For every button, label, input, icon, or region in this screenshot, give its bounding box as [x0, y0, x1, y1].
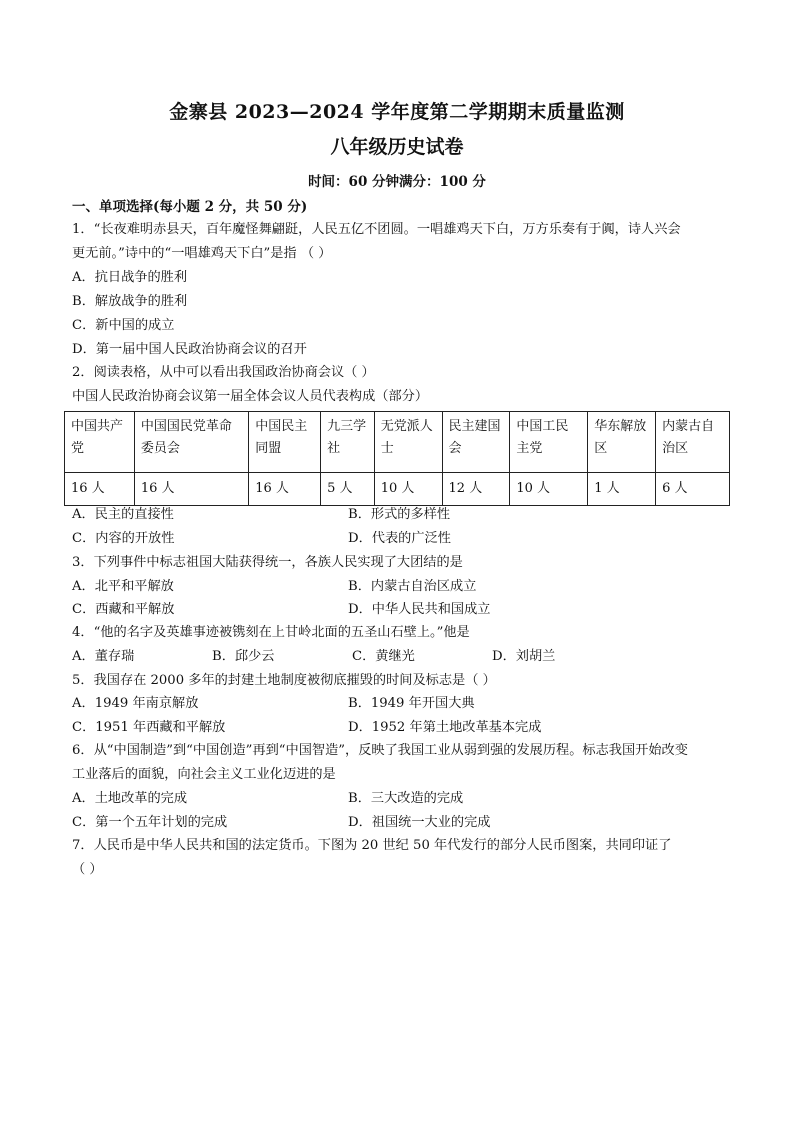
- table-header-cell: 中国工民主党: [510, 412, 588, 473]
- question-4-option-c: C．黄继光: [352, 649, 415, 664]
- table-header-cell: 内蒙古自治区: [656, 412, 730, 473]
- question-2-line-1: 2．阅读表格，从中可以看出我国政治协商会议（ ）: [72, 365, 375, 380]
- exam-subtitle: 八年级历史试卷: [330, 136, 464, 158]
- table-header-cell: 九三学社: [321, 412, 375, 473]
- question-3-line-1: 3．下列事件中标志祖国大陆获得统一，各族人民实现了大团结的是: [72, 555, 463, 570]
- question-7-line-1: 7．人民币是中华人民共和国的法定货币。下图为 20 世纪 50 年代发行的部分人民币图案，共同印证了: [72, 838, 672, 853]
- table-cell: 1 人: [588, 473, 656, 506]
- table-cell: 6 人: [656, 473, 730, 506]
- table-cell: 16 人: [65, 473, 135, 506]
- table-header-cell: 中国民主同盟: [249, 412, 321, 473]
- question-6-line-1: 6．从“中国制造”到“中国创造”再到“中国智造”，反映了我国工业从弱到强的发展历程。标志我国开始改变: [72, 743, 688, 758]
- question-4-line-1: 4．“他的名字及英雄事迹被镌刻在上甘岭北面的五圣山石壁上。”他是: [72, 625, 470, 640]
- question-5-line-1: 5．我国存在 2000 多年的封建土地制度被彻底摧毁的时间及标志是（ ）: [72, 673, 496, 688]
- question-5-option-d: D．1952 年第土地改革基本完成: [348, 720, 542, 735]
- table-header-cell: 中国国民党革命委员会: [134, 412, 248, 473]
- section-heading: 一、单项选择(每小题 2 分，共 50 分): [72, 199, 308, 215]
- table-cell: 16 人: [134, 473, 248, 506]
- question-2-option-a: A．民主的直接性: [72, 507, 174, 522]
- question-1-line-1: 1．“长夜难明赤县天，百年魔怪舞翩跹，人民五亿不团圆。一唱雄鸡天下白，万方乐奏有于阗，诗人兴会: [72, 222, 681, 237]
- question-6-option-c: C．第一个五年计划的完成: [72, 815, 228, 830]
- table-cell: 10 人: [374, 473, 442, 506]
- question-1-option-d: D．第一届中国人民政治协商会议的召开: [72, 342, 307, 357]
- question-6-line-2: 工业落后的面貌，向社会主义工业化迈进的是: [72, 767, 336, 782]
- table-header-row: [65, 412, 730, 473]
- question-3-option-b: B．内蒙古自治区成立: [348, 579, 477, 594]
- question-3-option-c: C．西藏和平解放: [72, 602, 175, 617]
- table-row: [65, 473, 730, 506]
- question-1-option-c: C．新中国的成立: [72, 318, 175, 333]
- question-3-option-d: D．中华人民共和国成立: [348, 602, 491, 617]
- table-cell: 16 人: [249, 473, 321, 506]
- table-header-cell: 民主建国会: [442, 412, 510, 473]
- question-5-option-c: C．1951 年西藏和平解放: [72, 720, 226, 735]
- question-1-option-a: A．抗日战争的胜利: [72, 270, 188, 285]
- table-header-cell: 无党派人士: [374, 412, 442, 473]
- table-header-cell: 中国共产党: [65, 412, 135, 473]
- question-2-option-d: D．代表的广泛性: [348, 531, 451, 546]
- question-3-option-a: A．北平和平解放: [72, 579, 174, 594]
- question-1-option-b: B．解放战争的胜利: [72, 294, 188, 309]
- table-cell: 10 人: [510, 473, 588, 506]
- question-5-option-b: B．1949 年开国大典: [348, 696, 475, 711]
- question-5-option-a: A．1949 年南京解放: [72, 696, 199, 711]
- question-2-option-b: B．形式的多样性: [348, 507, 451, 522]
- question-4-option-a: A．董存瑞: [72, 649, 135, 664]
- exam-time-score: 时间：60 分钟满分：100 分: [308, 174, 486, 190]
- question-1-line-2: 更无前。”诗中的“一唱雄鸡天下白”是指 （ ）: [72, 246, 332, 261]
- question-4-option-d: D．刘胡兰: [492, 649, 556, 664]
- question-6-option-a: A．土地改革的完成: [72, 791, 188, 806]
- table-header-cell: 华东解放区: [588, 412, 656, 473]
- question-7-line-2: （ ）: [72, 862, 103, 877]
- table-cell: 5 人: [321, 473, 375, 506]
- question-4-option-b: B．邱少云: [212, 649, 275, 664]
- question-2-table-caption: 中国人民政治协商会议第一届全体会议人员代表构成（部分）: [72, 389, 429, 404]
- exam-title: 金寨县 2023—2024 学年度第二学期期末质量监测: [169, 101, 625, 123]
- delegates-table: [64, 411, 730, 506]
- question-6-option-b: B．三大改造的完成: [348, 791, 464, 806]
- table-cell: 12 人: [442, 473, 510, 506]
- question-6-option-d: D．祖国统一大业的完成: [348, 815, 491, 830]
- question-2-option-c: C．内容的开放性: [72, 531, 175, 546]
